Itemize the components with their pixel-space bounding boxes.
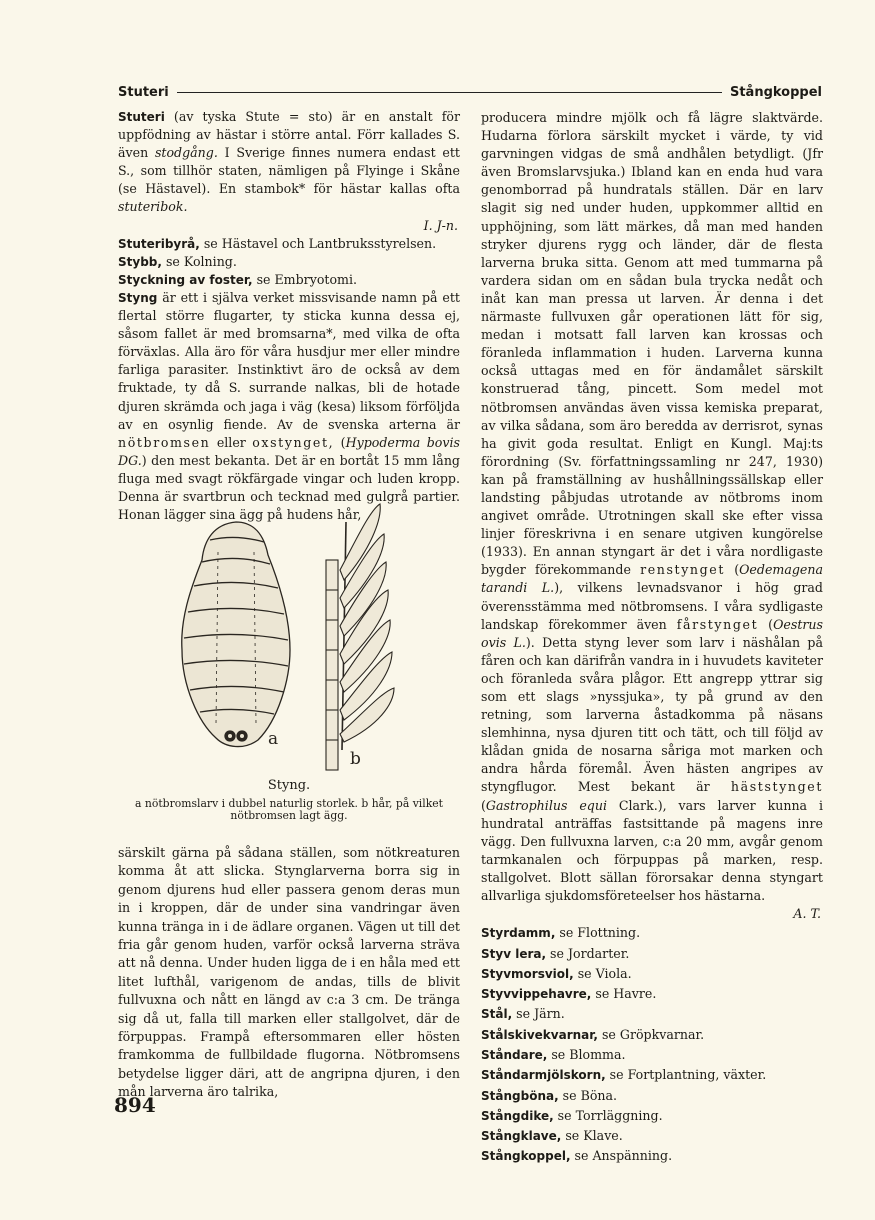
styng-illustration — [118, 500, 460, 775]
cross-reference-entry: Stångböna, se Böna. — [481, 1087, 618, 1103]
entry-stuteri: Stuteri (av tyska Stute = sto) är en anstalt för uppfödning av hästar i större antal. Förr kallades S. även stodgång. I Sverige finnes numera endast ett S., som tillhör staten, nämligen på Flyinge i Skåne (se Hästavel). En stambok* för hästar kallas ofta stuteribok. — [118, 109, 460, 215]
entry-stuteribyra: Stuteribyrå, se Hästavel och Lantbruksstyrelsen. — [118, 235, 437, 251]
headword: Styng — [118, 290, 158, 305]
headword: Ståndarmjölskorn, — [481, 1068, 606, 1083]
figure-caption: a nötbromslarv i dubbel naturlig storlek. b hår, på vilket nötbromsen lagt ägg. — [135, 797, 443, 822]
figure-label-a: a — [268, 729, 279, 749]
headword: Stångklave, — [481, 1129, 562, 1144]
headword: Styv lera, — [481, 946, 547, 961]
left-column-continuation — [118, 844, 460, 1102]
figure-label-b: b — [350, 749, 361, 769]
running-header — [118, 82, 822, 102]
cross-reference-entry: Stålskivekvarnar, se Gröpkvarnar. — [481, 1026, 705, 1042]
headword: Styvmorsviol, — [481, 966, 574, 981]
styng-figure — [118, 500, 460, 830]
author-signature: A. T. — [793, 906, 821, 922]
styng-continuation: särskilt gärna på sådana ställen, som nötkreaturen komma åt att slicka. Stynglarverna borra sig in genom djurens hud eller passera genom deras mun in i kroppen, där de under sina vandringar även kunna tränga in i de ädlare organen. Vägen ut till det fria går genom huden, varför också larverna sträva att nå denna. Under huden ligga de i en håla med ett litet lufthål, varigenom de andas, tills de blivit fullvuxna och nått en längd av c:a 3 cm. De tränga sig då ut, falla till marken eller stallgolvet, där de förpuppas. Frampå eftersommaren eller hösten framkomma de fullbildade flugorna. Nötbromsens betydelse ligger däri, att de angripna djuren, i den mån larverna äro talrika, — [118, 845, 460, 1100]
left-column — [118, 108, 460, 524]
cross-reference-entry: Stångkoppel, se Anspänning. — [481, 1148, 673, 1164]
headword: Stuteri — [118, 110, 165, 124]
header-left-term: Stuteri — [118, 84, 169, 100]
figure-title: Styng. — [267, 778, 311, 793]
botfly-larva-drawing — [182, 522, 290, 747]
headword: Stuteribyrå, — [118, 236, 200, 251]
cross-reference-entry: Stångdike, se Torrläggning. — [481, 1107, 663, 1123]
hair-with-eggs-drawing — [326, 504, 394, 770]
header-right-term: Stångkoppel — [729, 84, 822, 100]
styng-continuation-right: producera mindre mjölk och få lägre slaktvärde. Hudarna förlora särskilt mycket i värde, ty vid garvningen vidgas de små andhålen betydligt. (Jfr även Bromslarvsjuka.) Ibland kan en enda hud vara genomborrad på hundratals ställen. Där en larv slagit sig ned under huden, uppkommer alltid en upphöjning, som lätt märkes, då man med handen stryker djurens rygg och länder, där de flesta larverna bruka sitta. Genom att med tummarna på vardera sidan om en sådan bula trycka nedåt och inåt kan man pressa ut larven. Är denna i det närmaste fullvuxen går operationen lätt för sig, medan i motsatt fall larven kan krossas och föranleda inflammation i huden. Larverna kunna också uttagas med en för ändamålet särskilt konstruerad tång, pincett. Som medel mot nötbromsen användas även vissa kemiska preparat, av vilka sådana, som äro beredda av derrisrot, synas ha givit goda resultat. Enligt en Kungl. Maj:ts förordning (Sv. författningssamling nr 247, 1930) kan på framställning av hushållningssällskap eller landsting påbjudas utrotande av nötbroms inom angivet område. Utrotningen skall ske efter vissa linjer föreskrivna i en senare utgiven kungörelse (1933). En annan styngart är det i våra nordligaste bygder förekommande renstynget (Oedemagena tarandi L.), vilkens levnadsvanor i hög grad överensstämma med nötbromsens. I våra sydligaste landskap förekommer även fårstynget (Oestrus ovis L.). Detta styng lever som larv i näshålan på fåren och kan därifrån vandra in i huvudets kaviteter och föranleda svåra plågor. Ett angrepp yttrar sig som ett slags »nyssjuka», ty på grund av den retning, som larverna åstadkomma på näsans slemhinna, nysa djuren titt och tätt, och till följd av klådan gnida de nosarna såriga mot marken och andra hårda föremål. Även hästen angripes av styngflugor. Mest bekant är häststynget (Gastrophilus equi Clark.), vars larver kunna i hundratal anträffas fastsittande på magens inre vägg. Den fullvuxna larven, c:a 20 mm, avgår genom tarmkanalen och förpuppas på marken, resp. stallgolvet. Blott sällan förorsakar denna styngart allvarliga sjukdomsföreteelser hos hästarna. — [481, 110, 824, 904]
cross-reference-entry: Styvvippehavre, se Havre. — [481, 986, 657, 1002]
entry-styng: Styng är ett i själva verket missvisande namn på ett flertal större flugarter, ty sticka kunna dessa ej, såsom fallet är med bromsarna*, med vilka de ofta förväxlas. Alla äro för våra husdjur mer eller mindre farliga parasiter. Instinktivt äro de också av dem fruktade, ty då S. surrande nalkas, bli de hotade djuren skrämda och jaga i väg (kesa) liksom förföljda av en osynlig fiende. Av de svenska arterna är nötbromsen eller oxstynget, (Hypoderma bovis DG.) den mest bekanta. Det är en bortåt 15 mm lång fluga med svagt rökfärgade vingar och luden kropp. Denna är svartbrun och tecknad med gulgrå partier. Honan lägger sina ägg på hudens hår, — [118, 289, 460, 523]
author-signature: I. J-n. — [423, 217, 458, 233]
page-number: 894 — [114, 1093, 156, 1117]
headword: Stångkoppel, — [481, 1149, 571, 1164]
headword: Styrdamm, — [481, 926, 556, 941]
headword: Stålskivekvarnar, — [481, 1027, 598, 1042]
headword: Stångböna, — [481, 1088, 559, 1103]
headword: Styckning av foster, — [118, 272, 253, 287]
headword: Stål, — [481, 1007, 513, 1022]
cross-reference-list — [481, 923, 823, 1167]
cross-reference-entry: Stångklave, se Klave. — [481, 1128, 623, 1144]
cross-reference-entry: Ståndarmjölskorn, se Fortplantning, växter. — [481, 1067, 767, 1083]
entry-stybb: Stybb, se Kolning. — [118, 253, 237, 269]
entry-styckning: Styckning av foster, se Embryotomi. — [118, 271, 358, 287]
cross-reference-entry: Styv lera, se Jordarter. — [481, 945, 630, 961]
header-rule — [177, 92, 722, 93]
headword: Stybb, — [118, 254, 162, 269]
headword: Stångdike, — [481, 1108, 554, 1123]
cross-reference-entry: Styvmorsviol, se Viola. — [481, 965, 632, 981]
headword: Styvvippehavre, — [481, 987, 592, 1002]
cross-reference-entry: Styrdamm, se Flottning. — [481, 925, 641, 941]
cross-reference-entry: Ståndare, se Blomma. — [481, 1047, 626, 1062]
right-column — [481, 109, 823, 1167]
headword: Ståndare, — [481, 1048, 548, 1062]
cross-reference-entry: Stål, se Järn. — [481, 1006, 565, 1022]
